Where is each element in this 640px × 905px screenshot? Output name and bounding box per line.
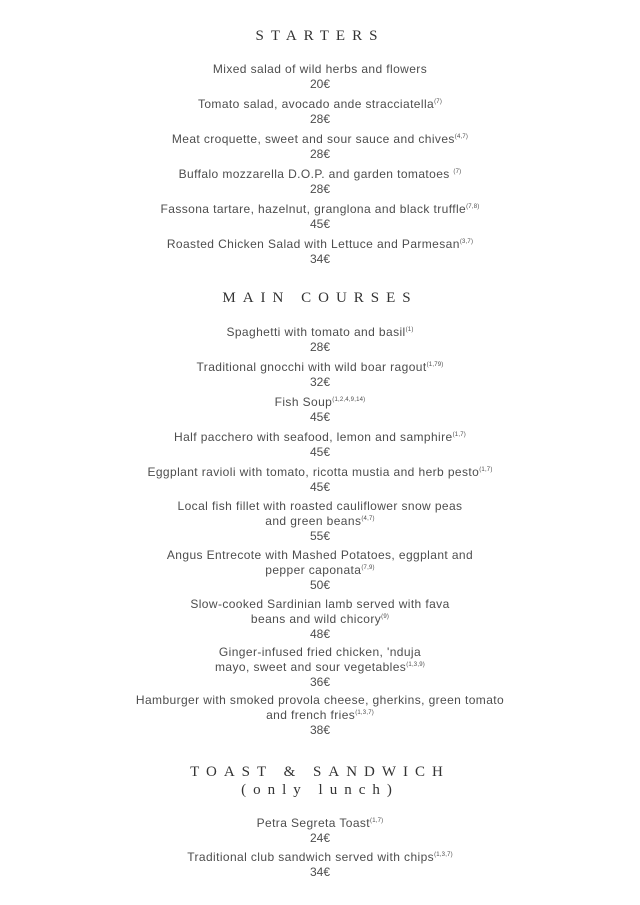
item-name: Local fish fillet with roasted cauliflower snow peas and green beans$^{(4,7)}$ bbox=[177, 499, 463, 528]
allergen-note: (1,7) bbox=[479, 467, 493, 473]
list-item bbox=[120, 325, 520, 355]
item-name: Fish Soup$^{(1,2,4,9,14)}$ bbox=[274, 395, 366, 409]
allergen-note: (1) bbox=[405, 327, 414, 333]
section-subtitle: (only lunch) bbox=[241, 782, 399, 798]
item-name: Eggplant ravioli with tomato, ricotta mustia and herb pesto$^{(1,7)}$ bbox=[147, 465, 493, 479]
item-name: Spaghetti with tomato and basil$^{(1)}$ bbox=[226, 325, 414, 339]
section-header-toast-sandwich bbox=[0, 764, 640, 800]
item-price: 28€ bbox=[309, 340, 331, 354]
allergen-note: (1,7) bbox=[370, 818, 384, 824]
item-name: Roasted Chicken Salad with Lettuce and Parmesan$^{(3,7)}$ bbox=[166, 237, 474, 251]
allergen-note: (1,3,7) bbox=[355, 710, 374, 716]
allergen-note: (4,7) bbox=[454, 134, 469, 140]
list-item bbox=[120, 816, 520, 846]
allergen-note: (1,7) bbox=[452, 432, 466, 438]
list-item bbox=[120, 167, 520, 197]
allergen-note: (1,79) bbox=[426, 362, 444, 368]
list-item bbox=[135, 693, 505, 738]
allergen-note: (7) bbox=[434, 99, 443, 105]
section-title-main-courses: MAIN COURSES bbox=[222, 290, 418, 306]
item-name: Tomato salad, avocado ande stracciatella$^{(7)}$ bbox=[197, 97, 443, 111]
list-item bbox=[120, 132, 520, 162]
item-name: Ginger-infused fried chicken, 'nduja mayo, sweet and sour vegetables$^{(1,3,9)}$ bbox=[215, 645, 425, 674]
item-name: Buffalo mozzarella D.O.P. and garden tomatoes $^{(7)}$ bbox=[178, 167, 462, 181]
list-item bbox=[120, 465, 520, 495]
list-item bbox=[120, 202, 520, 232]
item-price: 32€ bbox=[309, 375, 331, 389]
allergen-note: (1,2,4,9,14) bbox=[332, 397, 366, 403]
allergen-note: (1,3,7) bbox=[434, 852, 453, 858]
allergen-note: (9) bbox=[381, 614, 390, 620]
item-name: Angus Entrecote with Mashed Potatoes, eggplant and pepper caponata$^{(7,9)}$ bbox=[166, 548, 474, 577]
section-title-toast-sandwich: TOAST & SANDWICH bbox=[190, 764, 450, 780]
item-price: 24€ bbox=[309, 831, 331, 845]
item-price: 28€ bbox=[309, 147, 331, 161]
item-price: 55€ bbox=[309, 529, 331, 543]
list-item bbox=[150, 548, 490, 593]
list-item bbox=[120, 62, 520, 92]
item-price: 48€ bbox=[309, 627, 331, 641]
item-price: 28€ bbox=[309, 182, 331, 196]
item-name: Fassona tartare, hazelnut, granglona and black truffle$^{(7,8)}$ bbox=[160, 202, 480, 216]
item-name: Slow-cooked Sardinian lamb served with fava beans and wild chicory$^{(9)}$ bbox=[190, 597, 450, 626]
item-price: 28€ bbox=[309, 112, 331, 126]
item-name: Traditional club sandwich served with chips$^{(1,3,7)}$ bbox=[187, 850, 453, 864]
list-item bbox=[170, 499, 470, 544]
item-name: Half pacchero with seafood, lemon and samphire$^{(1,7)}$ bbox=[174, 430, 466, 444]
list-item bbox=[120, 850, 520, 880]
allergen-note: (1,3,9) bbox=[406, 662, 425, 668]
list-item bbox=[175, 597, 465, 642]
item-price: 45€ bbox=[309, 445, 331, 459]
allergen-note: (7) bbox=[453, 169, 462, 175]
item-price: 45€ bbox=[309, 480, 331, 494]
item-name: Hamburger with smoked provola cheese, gherkins, green tomato and french fries$^{(1,3,7)}$ bbox=[135, 693, 505, 722]
item-price: 34€ bbox=[309, 865, 331, 879]
item-price: 45€ bbox=[309, 410, 331, 424]
item-name: Meat croquette, sweet and sour sauce and chives$^{(4,7)}$ bbox=[171, 132, 469, 146]
list-item bbox=[200, 645, 440, 690]
item-price: 34€ bbox=[309, 252, 331, 266]
item-name: Petra Segreta Toast$^{(1,7)}$ bbox=[256, 816, 384, 830]
item-price: 20€ bbox=[309, 77, 331, 91]
list-item bbox=[120, 97, 520, 127]
allergen-note: (4,7) bbox=[361, 516, 375, 522]
item-price: 50€ bbox=[309, 578, 331, 592]
allergen-note: (3,7) bbox=[459, 239, 474, 245]
item-name: Mixed salad of wild herbs and flowers bbox=[212, 62, 428, 76]
item-price: 38€ bbox=[309, 723, 331, 737]
allergen-note: (7,9) bbox=[361, 565, 375, 571]
item-name: Traditional gnocchi with wild boar ragout$^{(1,79)}$ bbox=[196, 360, 444, 374]
section-title-starters: STARTERS bbox=[255, 28, 385, 44]
item-price: 36€ bbox=[309, 675, 331, 689]
item-price: 45€ bbox=[309, 217, 331, 231]
list-item bbox=[120, 237, 520, 267]
list-item bbox=[120, 395, 520, 425]
allergen-note: (7,8) bbox=[466, 204, 480, 210]
list-item bbox=[120, 430, 520, 460]
list-item bbox=[120, 360, 520, 390]
